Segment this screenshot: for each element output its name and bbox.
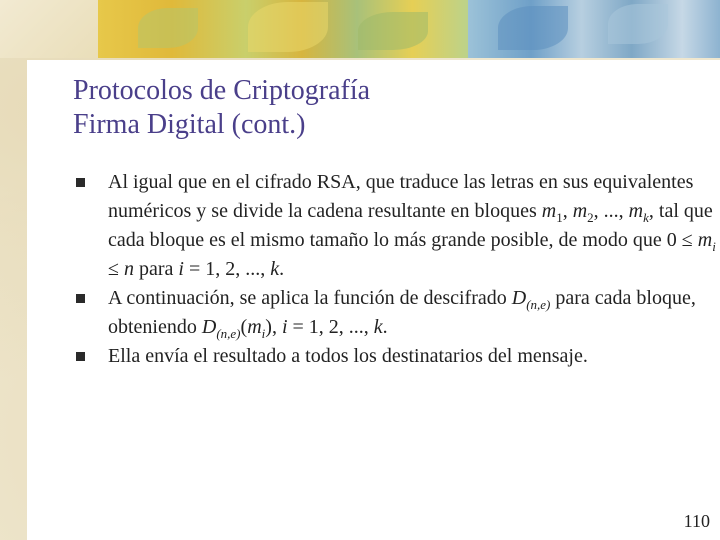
bullet-item-3: Ella envía el resultado a todos los destinatarios del mensaje. bbox=[76, 342, 716, 371]
bullet-item-1: Al igual que en el cifrado RSA, que traduce las letras en sus equivalentes numéricos y se divide la cadena resultante en bloques $m_1$, $m_2$, ..., $m_k$, tal que cada bloque es el mismo tamaño lo más grande posible, de modo que $0 \le m_i \le n$ para i = 1, 2, ..., k. bbox=[76, 168, 716, 284]
banner-blue bbox=[468, 0, 720, 58]
bullet-square-icon bbox=[76, 294, 85, 303]
title-line-2: Firma Digital (cont.) bbox=[73, 109, 306, 140]
page-number: 110 bbox=[683, 511, 710, 531]
bullet-list bbox=[76, 168, 716, 371]
slide-title bbox=[73, 74, 633, 142]
banner-leaves bbox=[98, 0, 468, 58]
bullet-item-2: A continuación, se aplica la función de descifrado $D_{(n,e)}$ para cada bloque, obteniendo $D_{(n,e)}(m_i)$, i = 1, 2, ..., k. bbox=[76, 284, 716, 342]
decorative-banner bbox=[0, 0, 720, 58]
title-line-1: Protocolos de Criptografía bbox=[73, 75, 371, 106]
bullet-square-icon bbox=[76, 178, 85, 187]
bullet-square-icon bbox=[76, 352, 85, 361]
